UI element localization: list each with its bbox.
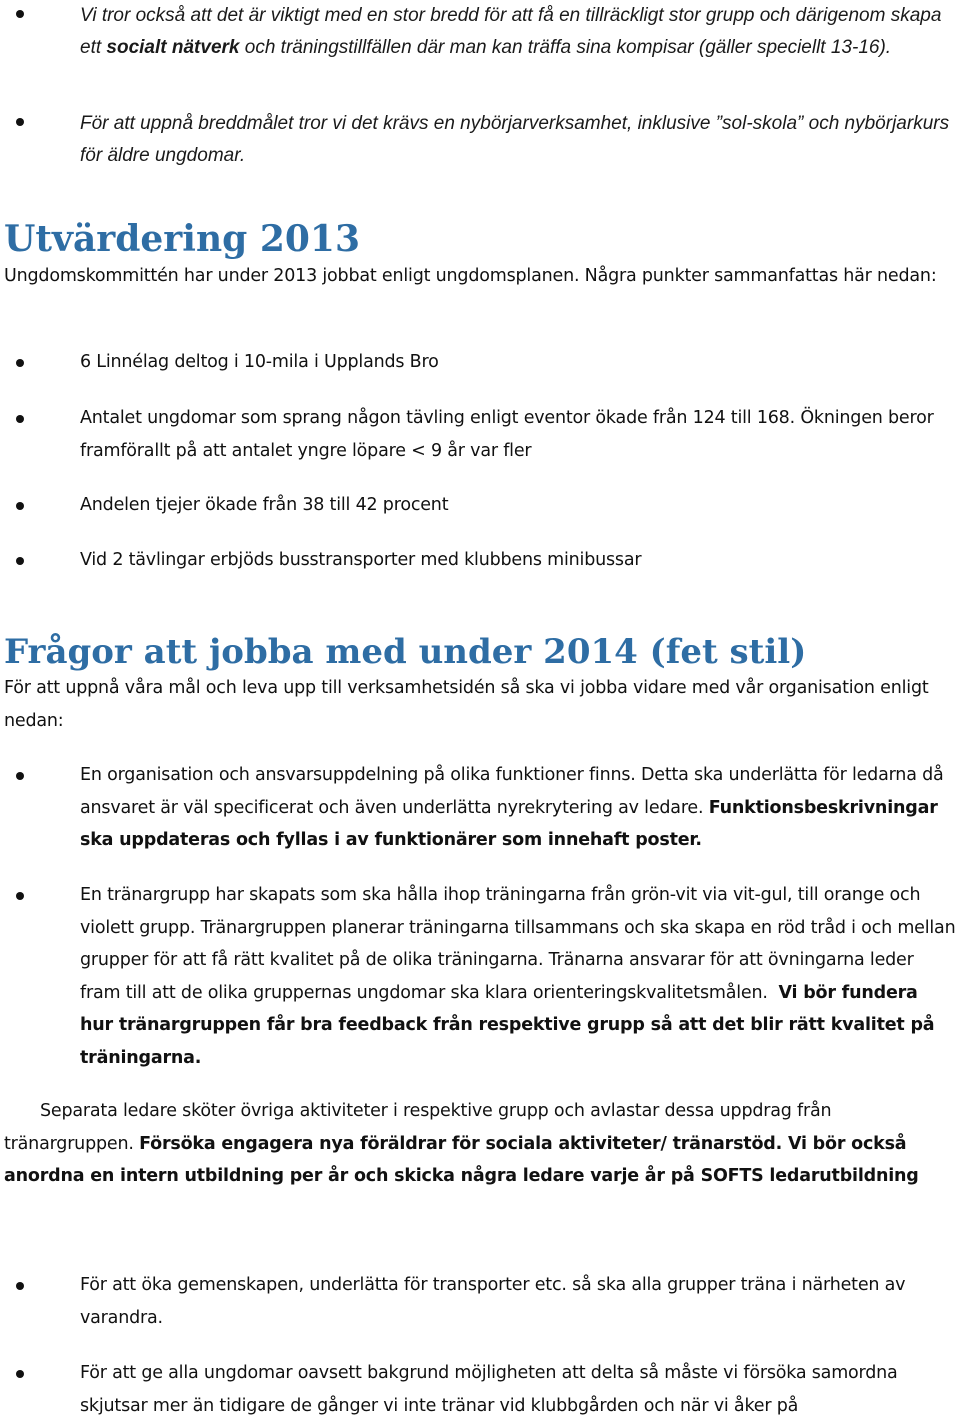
section1-bullet-3-text: Andelen tjejer ökade från 38 till 42 procent [80,495,449,515]
bullet-dot-icon [16,415,24,423]
intro-bullet-2-text: För att uppnå breddmålet tror vi det krävs en nybörjarverksamhet, inklusive ”sol-skola” och nybörjarkurs för äldre ungdomar. [80,113,950,166]
section2-bullet-1-text [80,759,956,857]
bullet-dot-icon [16,359,24,367]
bullet-dot-icon [16,892,24,900]
section1-bullet-1-text: 6 Linnélag deltog i 10-mila i Upplands Bro [80,352,439,372]
intro-bullet-1-part2: och träningstillfällen där man kan träffa sina kompisar (gäller speciellt 13-16). [239,37,892,58]
intro-bullet-1-bold: socialt nätverk [106,37,240,58]
section2-bullet-1-bold: Funktionsbeskrivningar ska uppdateras och fyllas i av funktionärer som innehaft poster. [80,797,938,850]
bullet-dot-icon [16,1282,24,1290]
bullet-dot-icon [16,10,24,18]
section1-intro: Ungdomskommittén har under 2013 jobbat enligt ungdomsplanen. Några punkter sammanfattas här nedan: [4,266,937,286]
section-heading-utvardering: Utvärdering 2013 [4,218,361,260]
section2-paragraph-bold: Försöka engagera nya föräldrar för sociala aktiviteter/ tränarstöd. Vi bör också anordna en intern utbildning per år och skicka några ledare varje år på SOFTS ledarutbildning [4,1133,919,1186]
bullet-dot-icon [16,772,24,780]
section-heading-fragor-2014: Frågor att jobba med under 2014 (fet stil) [4,632,807,672]
section2-bullet-1-normal: En organisation och ansvarsuppdelning på olika funktioner finns. Detta ska underlätta för ledarna då ansvaret är väl specificerat och även underlätta nyrekrytering av ledare. [80,765,944,818]
section2-bullet-2-text [80,879,956,1074]
section2-paragraph [4,1095,956,1193]
section2-bullet-2-bold: Vi bör fundera hur tränargruppen får bra feedback från respektive grupp så att det blir rätt kvalitet på träningarna. [80,982,935,1068]
intro-bullet-1-part1: Vi tror också att det är viktigt med en stor bredd för att få en tillräckligt stor grupp och därigenom skapa ett [80,5,942,58]
bullet-dot-icon [16,502,24,510]
section2-paragraph-normal: Separata ledare sköter övriga aktiviteter i respektive grupp och avlastar dessa uppdrag från tränargruppen. [4,1101,832,1154]
bullet-dot-icon [16,118,24,126]
bullet-dot-icon [16,1370,24,1378]
intro-bullet-1-text [80,0,956,64]
bullet-dot-icon [16,557,24,565]
section2-bullet-2-normal: En tränargrupp har skapats som ska hålla ihop träningarna från grön-vit via vit-gul, till orange och violett grupp. Tränargruppen planerar träningarna tillsammans och ska skapa en röd tråd i och mellan grupper för att få rätt kvalitet på de olika träningarna. Tränarna ansvarar för att övningarna leder fram till att de olika gruppernas ungdomar ska klara orienteringskvalitetsmålen. [80,885,956,1003]
section2-end-bullet-2-text: För att ge alla ungdomar oavsett bakgrund möjligheten att delta så måste vi försöka samordna skjutsar mer än tidigare de gånger vi inte tränar vid klubbgården och när vi åker på [80,1363,898,1416]
section1-bullet-2-text: Antalet ungdomar som sprang någon tävling enligt eventor ökade från 124 till 168. Ökningen beror framförallt på att antalet yngre löpare < 9 år var fler [80,408,934,461]
section2-end-bullet-1-text: För att öka gemenskapen, underlätta för transporter etc. så ska alla grupper träna i närheten av varandra. [80,1275,906,1328]
section2-intro: För att uppnå våra mål och leva upp till verksamhetsidén så ska vi jobba vidare med vår organisation enligt nedan: [4,678,929,731]
section1-bullet-4-text: Vid 2 tävlingar erbjöds busstransporter med klubbens minibussar [80,550,642,570]
